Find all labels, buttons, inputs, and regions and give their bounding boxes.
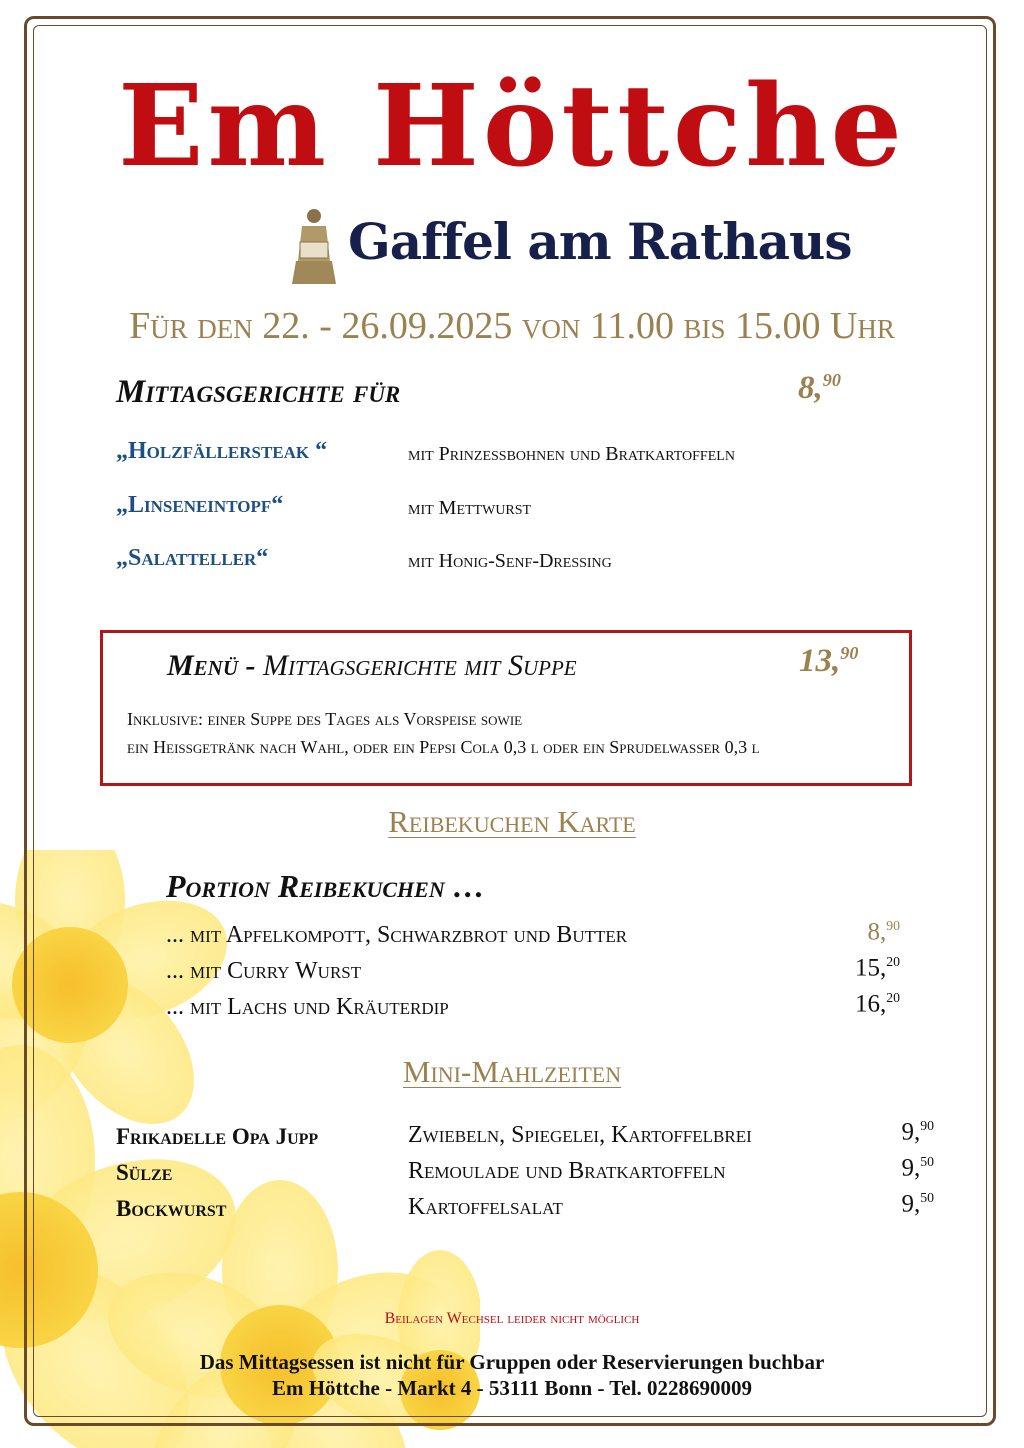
reibekuchen-section-title: Reibekuchen Karte bbox=[388, 804, 636, 839]
reibekuchen-price: 16,20 bbox=[855, 990, 900, 1018]
reibekuchen-item: ... mit Apfelkompott, Schwarzbrot und Butter bbox=[166, 922, 628, 948]
brand-logo bbox=[290, 206, 852, 286]
menu-line-1: Inklusive: einer Suppe des Tages als Vorspeise sowie bbox=[127, 709, 523, 729]
menu-line-2: ein Heißgetränk nach Wahl, oder ein Pepsi Cola 0,3 l oder ein Sprudelwasser 0,3 l bbox=[127, 737, 760, 757]
mittagsgerichte-heading: Mittagsgerichte für bbox=[116, 374, 401, 410]
menu-price: 13,90 bbox=[799, 643, 859, 679]
mini-item-desc: Kartoffelsalat bbox=[408, 1194, 563, 1220]
restaurant-title: Em Höttche bbox=[118, 61, 906, 192]
reibekuchen-heading: Portion Reibekuchen … bbox=[166, 868, 485, 904]
mini-item-price: 9,90 bbox=[901, 1118, 934, 1146]
menu-heading: Menü - Mittagsgerichte mit Suppe bbox=[167, 649, 577, 682]
mini-item-desc: Remoulade und Bratkartoffeln bbox=[408, 1158, 726, 1184]
mini-item-price: 9,50 bbox=[901, 1190, 934, 1218]
reibekuchen-item: ... mit Curry Wurst bbox=[166, 958, 362, 984]
reibekuchen-price: 8,90 bbox=[867, 918, 900, 946]
reibekuchen-price: 15,20 bbox=[855, 954, 900, 982]
dish-name: „Holzfällersteak “ bbox=[116, 438, 328, 464]
footer-notice: Das Mittagsessen ist nicht für Gruppen oder Reservierungen buchbar bbox=[199, 1350, 825, 1374]
date-line: Für den 22. - 26.09.2025 von 11.00 bis 15.00 Uhr bbox=[129, 305, 895, 347]
brand-name: Gaffel am Rathaus bbox=[348, 212, 852, 271]
menu-box bbox=[100, 630, 912, 786]
statue-icon bbox=[290, 206, 338, 284]
mini-item-name: Bockwurst bbox=[116, 1196, 227, 1221]
dish-name: „Linseneintopf“ bbox=[116, 492, 284, 518]
mini-item-name: Frikadelle Opa Jupp bbox=[116, 1124, 319, 1149]
mini-item-desc: Zwiebeln, Spiegelei, Kartoffelbrei bbox=[408, 1122, 752, 1148]
mini-section-title: Mini-Mahlzeiten bbox=[402, 1054, 622, 1089]
dish-desc: mit Mettwurst bbox=[408, 497, 532, 519]
dish-desc: mit Prinzessbohnen und Bratkartoffeln bbox=[408, 443, 735, 465]
dish-desc: mit Honig-Senf-Dressing bbox=[408, 550, 612, 572]
mittagsgerichte-price: 8,90 bbox=[798, 370, 841, 406]
side-dish-note: Beilagen Wechsel leider nicht möglich bbox=[384, 1310, 640, 1327]
mini-item-name: Sülze bbox=[116, 1160, 173, 1185]
reibekuchen-item: ... mit Lachs und Kräuterdip bbox=[166, 994, 449, 1020]
dish-name: „Salatteller“ bbox=[116, 545, 269, 571]
footer-address: Em Höttche - Markt 4 - 53111 Bonn - Tel. 0228690009 bbox=[271, 1376, 753, 1400]
mini-item-price: 9,50 bbox=[901, 1154, 934, 1182]
